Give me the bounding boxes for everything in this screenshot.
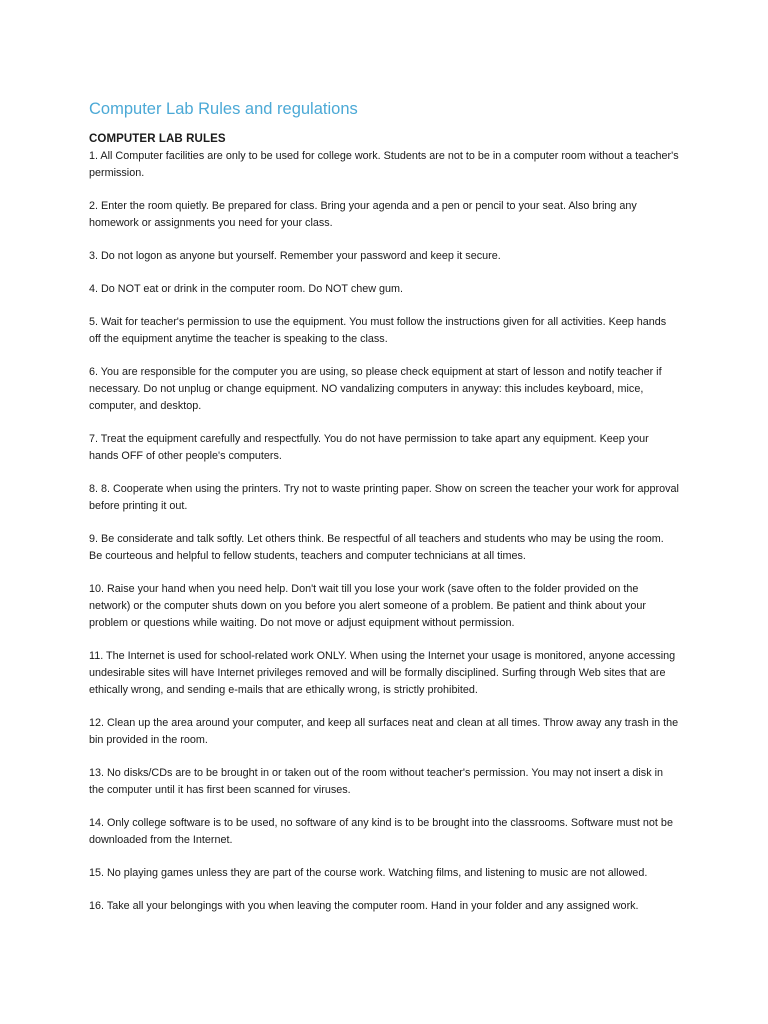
rule-5: 5. Wait for teacher's permission to use the equipment. You must follow the instructions given for all activities. Keep hands off the equipment anytime the teacher is speaking to the class. [89,316,667,345]
rule-12: 12. Clean up the area around your computer, and keep all surfaces neat and clean at all times. Throw away any trash in the bin provided in the room. [89,717,679,746]
rule-4: 4. Do NOT eat or drink in the computer room. Do NOT chew gum. [89,283,404,295]
rule-10: 10. Raise your hand when you need help. Don't wait till you lose your work (save often to the folder provided on the network) or the computer shuts down on you before you alert someone of a problem. Be patient and think about your problem or questions while waiting. Do not move or adjust equipment without permission. [89,583,646,629]
rule-11: 11. The Internet is used for school-related work ONLY. When using the Internet your usage is monitored, anyone accessing undesirable sites will have Internet privileges removed and will be formally disciplined. Surfing through Web sites that are ethically wrong, and sending e-mails that are ethically wrong, is strictly prohibited. [89,650,676,696]
document-title: Computer Lab Rules and regulations [89,100,358,118]
rule-13: 13. No disks/CDs are to be brought in or taken out of the room without teacher's permission. You may not insert a disk in the computer until it has first been scanned for viruses. [89,767,663,796]
rule-14: 14. Only college software is to be used, no software of any kind is to be brought into the classrooms. Software must not be downloaded from the Internet. [89,817,673,846]
rule-2: 2. Enter the room quietly. Be prepared for class. Bring your agenda and a pen or pencil to your seat. Also bring any homework or assignments you need for your class. [89,200,637,229]
rule-15: 15. No playing games unless they are part of the course work. Watching films, and listening to music are not allowed. [89,867,648,879]
rule-7: 7. Treat the equipment carefully and respectfully. You do not have permission to take apart any equipment. Keep your hands OFF of other people's computers. [89,433,649,462]
rule-1: 1. All Computer facilities are only to be used for college work. Students are not to be in a computer room without a teacher's permission. [89,150,679,179]
rule-16: 16. Take all your belongings with you when leaving the computer room. Hand in your folder and any assigned work. [89,900,639,912]
rule-6: 6. You are responsible for the computer you are using, so please check equipment at start of lesson and notify teacher if necessary. Do not unplug or change equipment. NO vandalizing computers in anyway: this includes keyboard, mice, computer, and desktop. [89,366,662,412]
rule-3: 3. Do not logon as anyone but yourself. Remember your password and keep it secure. [89,250,501,262]
document-page [89,98,679,931]
section-heading: COMPUTER LAB RULES [89,133,226,145]
rule-8: 8. 8. Cooperate when using the printers. Try not to waste printing paper. Show on screen the teacher your work for approval before printing it out. [89,483,679,512]
rule-9: 9. Be considerate and talk softly. Let others think. Be respectful of all teachers and students who may be using the room. Be courteous and helpful to fellow students, teachers and computer technicians at all times. [89,533,664,562]
